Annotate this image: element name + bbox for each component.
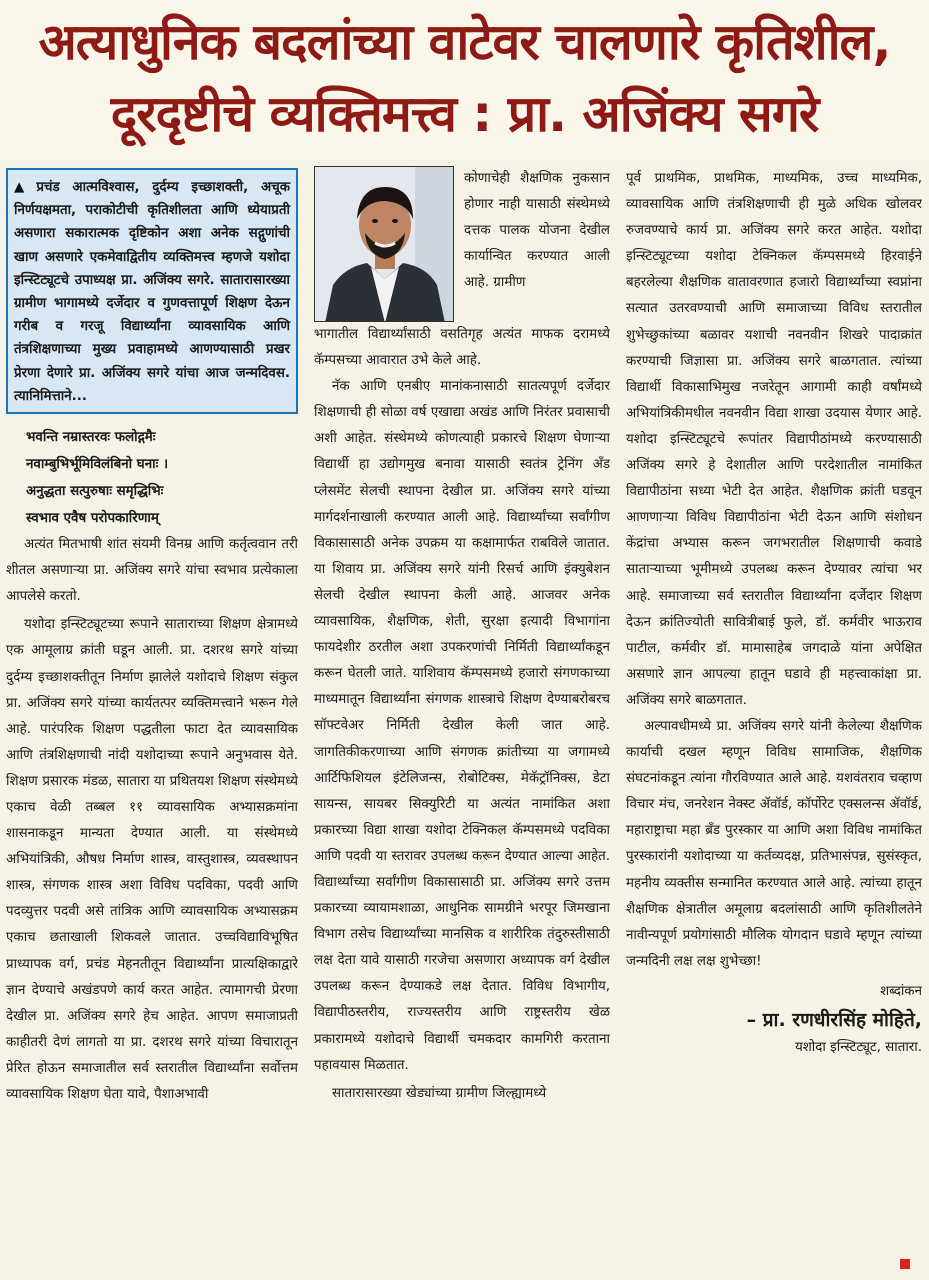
paragraph: नॅक आणि एनबीए मानांकनासाठी सातत्यपूर्ण दर्जेदार शिक्षणाची ही सोळा वर्ष एखाद्या अखंड आणि निरंतर प्रवासाची अशी आहेत. संस्थेमध्ये कोणत्याही प्रकारचे शिक्षण घेणाऱ्या विद्यार्थी हा उद्योगमुख बनावा यासाठी स्वतंत्र ट्रेनिंग अँड प्लेसमेंट सेलची स्थापना देखील प्रा. अजिंक्य सगरे यांच्या मार्गदर्शनाखाली करण्यात आली आहे. विद्यार्थ्यांच्या सर्वांगीण विकासासाठी अनेक उपक्रम या कक्षामार्फत राबविले जातात. या शिवाय प्रा. अजिंक्य सगरे यांनी रिसर्च आणि इंक्युबेशन सेलची देखील स्थापना केली आहे. आजवर अनेक व्यावसायिक, शैक्षणिक, शेती, सुरक्षा इत्यादी विभागांना फायदेशीर ठरतील अशा उपकरणांची निर्मिती विद्यार्थ्यांकडून करून घेतली जाते. याशिवाय कॅम्पसमध्ये हजारो संगणकाच्या माध्यमातून विद्यार्थ्यांना संगणक शास्त्राचे शिक्षण देण्याबरोबरच सॉफ्टवेअर निर्मिती देखील केली जात आहे. जागतिकीकरणाच्या आणि संगणक क्रांतीच्या या जगामध्ये आर्टिफिशियल इंटेलिजन्स, रोबोटिक्स, मेकॅट्रॉनिक्स, डेटा सायन्स, सायबर सिक्युरिटी या अत्यंत नामांकित अशा प्रकारच्या विद्या शाखा यशोदा टेक्निकल कॅम्पसमध्ये पदविका आणि पदवी या स्तरावर उपलब्ध करून देण्यात आल्या आहेत. विद्यार्थ्यांच्या सर्वांगीण विकासासाठी प्रा. अजिंक्य सगरे उत्तम प्रकारच्या व्यायामशाळा, आधुनिक सामग्रीने भरपूर जिमखाना विभाग तसेच विद्यार्थ्यांच्या मानसिक व शारीरिक तंदुरुस्तीसाठी लक्ष देता यावे यासाठी गरजेचा असणारा अध्यापक वर्ग देखील उपलब्ध करून देण्याकडे लक्ष देतात. विविध विभागीय, विद्यापीठस्तरीय, राज्यस्तरीय आणि राष्ट्रस्तरीय खेळ प्रकारामध्ये यशोदाचे विद्यार्थी चमकदार कामगिरी करताना पहावयास मिळतात. (314, 379, 610, 1073)
column-3-body (626, 166, 922, 975)
portrait-photo (314, 166, 454, 322)
verse-line-2: नवाम्बुभिर्भूमिविलंबिनो घनाः । (26, 457, 169, 473)
column-2-body (314, 322, 610, 1107)
intro-text: प्रचंड आत्मविश्वास, दुर्दम्य इच्छाशक्ती, अचूक निर्णयक्षमता, पराकोटीची कृतिशीलता आणि ध्येयाप्रती असणारा सकारात्मक दृष्टिकोन अशा अनेक सद्गुणांची खाण असणारे एकमेवाद्वितीय व्यक्तिमत्त्व म्हणजे यशोदा इन्स्टिट्यूटचे उपाध्यक्ष प्रा. अजिंक्य सगरे. सातारासारख्या ग्रामीण भागामध्ये दर्जेदार व गुणवत्तापूर्ण शिक्षण देऊन गरीब व गरजू विद्यार्थ्यांना व्यावसायिक आणि तंत्रशिक्षणाच्या मुख्य प्रवाहामध्ये आणण्यासाठी प्रखर प्रेरणा देणारे प्रा. अजिंक्य सगरे यांचा आज जन्मदिवस. त्यानिमित्ताने... (14, 180, 290, 404)
intro-box (6, 168, 298, 414)
byline-author: – प्रा. रणधीरसिंह मोहिते, (746, 1008, 922, 1031)
headline-line-1: अत्याधुनिक बदलांच्या वाटेवर चालणारे कृतिशील, (38, 13, 891, 71)
verse-line-3: अनुद्धता सत्पुरुषाः समृद्धिभिः (26, 484, 164, 500)
triangle-bullet-icon: ▲ (14, 180, 33, 195)
verse-line-1: भवन्ति नम्रास्तरवः फलोद्गमैः (26, 430, 156, 446)
column-3 (626, 166, 922, 1276)
column-1 (6, 166, 298, 1276)
paragraph: पूर्व प्राथमिक, प्राथमिक, माध्यमिक, उच्च माध्यमिक, व्यावसायिक आणि तंत्रशिक्षणाची ही मुळे अधिक खोलवर रुजवण्याचे कार्य प्रा. अजिंक्य सगरे करत आहेत. यशोदा इन्स्टिट्यूटच्या यशोदा टेक्निकल कॅम्पसमध्ये हिरवाईने बहरलेल्या शैक्षणिक वातावरणात हजारो विद्यार्थ्यांच्या स्वप्नांना सत्यात उतरवण्याची आणि समाजाच्या विविध स्तरातील शुभेच्छुकांच्या बळावर यशाची नवनवीन शिखरे पादाक्रांत करण्याची जिज्ञासा प्रा. अजिंक्य सगरे बाळगतात. त्यांच्या विद्यार्थी विकासाभिमुख नजरेतून आगामी काही वर्षांमध्ये अभियांत्रिकीमधील नवनवीन विद्या शाखा उदयास येणार आहे. यशोदा इन्स्टिट्यूटचे रूपांतर विद्यापीठांमध्ये करण्यासाठी अजिंक्य सगरे हे देशातील आणि परदेशातील नामांकित विद्यापीठांना सध्या भेटी देत आहेत. शैक्षणिक क्रांती घडवून आणणाऱ्या विविध विद्यापीठांना भेटी देऊन आणि संशोधन केंद्रांचा अभ्यास करून जगभरातील शिक्षणाची कवाडे साताऱ्याच्या भूमीमध्ये उपलब्ध करून देण्यावर त्यांचा भर आहे. समाजाच्या सर्व स्तरातील विद्यार्थ्यांना दर्जेदार शिक्षण देऊन क्रांतिज्योती सावित्रीबाई फुले, डॉ. कर्मवीर भाऊराव पाटील, कर्मवीर डॉ. मामासाहेब जगदाळे यांना अपेक्षित असणारे ज्ञान आपल्या हातून घडावे ही महत्त्वाकांक्षा प्रा. अजिंक्य सगरे बाळगतात. (626, 171, 922, 708)
paragraph: अल्पावधीमध्ये प्रा. अजिंक्य सगरे यांनी केलेल्या शैक्षणिक कार्याची दखल म्हणून विविध सामाजिक, शैक्षणिक संघटनांकडून त्यांना गौरविण्यात आले आहे. यशवंतराव चव्हाण विचार मंच, जनरेशन नेक्स्ट ॲवॉर्ड, कॉर्पोरेट एक्सलन्स ॲवॉर्ड, महाराष्ट्राचा महा ब्रँड पुरस्कार या आणि अशा विविध नामांकित पुरस्कारांनी यशोदाच्या या कर्तव्यदक्ष, प्रतिभासंपन्न, सुसंस्कृत, महनीय व्यक्तीस सन्मानित करण्यात आले आहे. त्यांच्या हातून शैक्षणिक क्षेत्रातील अमूलाग्र बदलांसाठी आणि कृतिशीलतेने नावीन्यपूर्ण प्रयोगांसाठी मौलिक योगदान घडावे म्हणून त्यांच्या जन्मदिनी लक्ष लक्ष शुभेच्छा! (626, 718, 922, 969)
byline (626, 979, 922, 1061)
column-2 (314, 166, 610, 1276)
text-beside-photo: कोणाचेही शैक्षणिक नुकसान होणार नाही यासाठी संस्थेमध्ये दत्तक पालक योजना देखील कार्यान्वित करण्यात आली आहे. ग्रामीण (464, 171, 610, 291)
verse-line-4: स्वभाव एवैष परोपकारिणाम् (26, 511, 159, 527)
sanskrit-verse (6, 424, 298, 532)
paragraph: यशोदा इन्स्टिट्यूटच्या रूपाने साताराच्या शिक्षण क्षेत्रामध्ये एक आमूलाग्र क्रांती घडून आली. प्रा. दशरथ सगरे यांच्या दुर्दम्य इच्छाशक्तीतून निर्माण झालेले यशोदाचे शिक्षण संकुल प्रा. अजिंक्य सगरे यांच्या कार्यतत्पर व्यक्तिमत्त्वाने भरून गेले आहे. पारंपरिक शिक्षण पद्धतीला फाटा देत व्यावसायिक आणि तंत्रशिक्षणाची नांदी यशोदाच्या रूपाने अनुभवास येते. शिक्षण प्रसारक मंडळ, सातारा या प्रथितयश शिक्षण संस्थेमध्ये एकाच वेळी तब्बल ११ व्यावसायिक अभ्यासक्रमांना शासनाकडून मान्यता देण्यात आली. या संस्थेमध्ये अभियांत्रिकी, औषध निर्माण शास्त्र, वास्तुशास्त्र, व्यवस्थापन शास्त्र, संगणक शास्त्र अशा विविध पदविका, पदवी आणि पदव्युत्तर पदवी असे तांत्रिक आणि व्यावसायिक अभ्यासक्रम एकाच छताखाली शिकवले जातात. उच्चविद्याविभूषित प्राध्यापक वर्ग, प्रचंड मेहनतीतून विद्यार्थ्यांना प्रात्यक्षिकाद्वारे ज्ञान देण्याचे अखंडपणे कार्य करत आहेत. त्यामागची प्रेरणा देखील प्रा. अजिंक्य सगरे हेच आहेत. आपण समाजाप्रती काहीतरी देणं लागतो या प्रा. दशरथ सगरे यांच्या विचारातून प्रेरित होऊन समाजातील सर्व स्तरातील विद्यार्थ्यांना सर्वोत्तम व्यावसायिक शिक्षण घेता यावे, पैशाअभावी (6, 617, 298, 1102)
end-mark-icon (900, 1259, 910, 1269)
paragraph: सातारासारख्या खेड्यांच्या ग्रामीण जिल्ह्यामध्ये (332, 1085, 547, 1101)
headline (0, 0, 929, 160)
headline-line-2: दूरदृष्टीचे व्यक्तिमत्त्व : प्रा. अजिंक्य सगरे (110, 85, 819, 143)
byline-tag: शब्दांकन (880, 983, 922, 999)
portrait-image (315, 167, 454, 322)
paragraph: भागातील विद्यार्थ्यांसाठी वसतिगृह अत्यंत माफक दरामध्ये कॅम्पसच्या आवारात उभे केले आहे. (314, 327, 610, 369)
byline-institution: यशोदा इन्स्टिट्यूट, सातारा. (794, 1039, 922, 1055)
paragraph: अत्यंत मितभाषी शांत संयमी विनम्र आणि कर्तृत्ववान तरी शीतल असणाऱ्या प्रा. अजिंक्य सगरे यांचा स्वभाव प्रत्येकाला आपलेसे करतो. (6, 537, 298, 605)
column-1-body (6, 532, 298, 1108)
photo-block (314, 166, 610, 322)
